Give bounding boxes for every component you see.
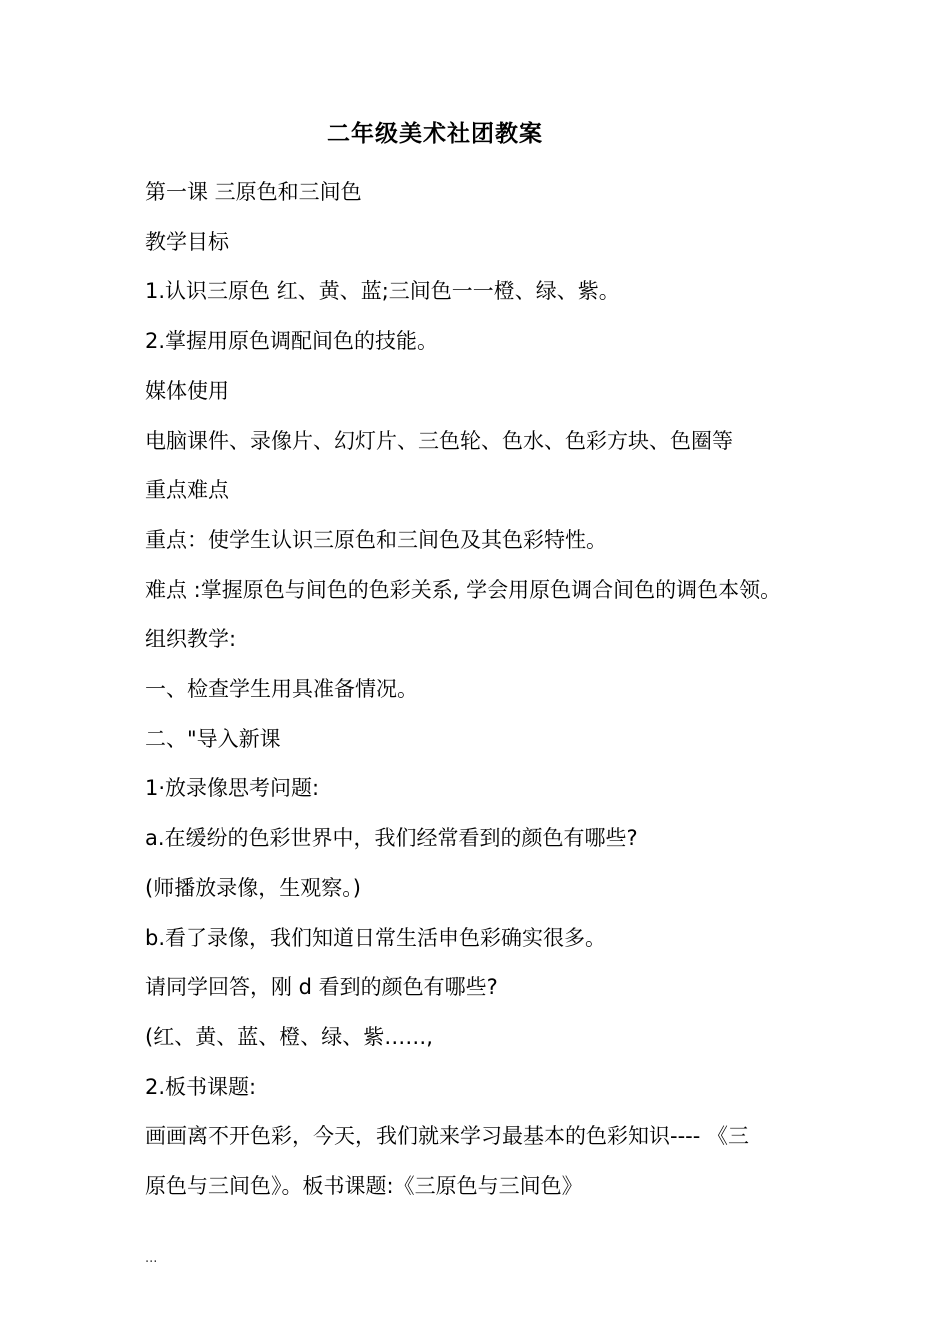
paragraph-intro-line-2: 原色与三间色》。板书课题:《三原色与三间色》 [145, 1174, 583, 1199]
step-2-introduce-lesson: 二、"导入新课 [145, 726, 281, 751]
paragraph-intro-line-1: 画画离不开色彩，今天，我们就来学习最基本的色彩知识---- 《三 [145, 1124, 749, 1149]
section-heading-organization: 组织教学: [145, 627, 237, 652]
document-title: 二年级美术社团教案 [327, 121, 543, 147]
key-point-text: 重点：使学生认识三原色和三间色及其色彩特性。 [145, 527, 607, 552]
note-teacher-plays-video: (师播放录像，生观察。) [145, 875, 361, 900]
lesson-heading: 第一课 三原色和三间色 [145, 180, 362, 204]
question-a: a.在缓纷的色彩世界中，我们经常看到的颜色有哪些? [145, 826, 638, 851]
question-b: b.看了录像，我们知道日常生活申色彩确实很多。 [145, 925, 607, 950]
footer-ellipsis: ... [145, 1251, 158, 1266]
substep-write-title: 2.板书课题: [145, 1074, 257, 1099]
section-heading-key-points: 重点难点 [145, 478, 229, 503]
substep-play-video: 1·放录像思考问题: [145, 776, 320, 801]
objective-item-2: 2.掌握用原色调配间色的技能。 [145, 329, 439, 354]
media-list: 电脑课件、录像片、幻灯片、三色轮、色水、色彩方块、色圈等 [145, 428, 733, 453]
step-1-check-supplies: 一、检查学生用具准备情况。 [145, 677, 418, 702]
objective-item-1: 1.认识三原色 红、黄、蓝;三间色一一橙、绿、紫。 [145, 279, 620, 304]
answer-colors: (红、黄、蓝、橙、绿、紫……, [145, 1024, 433, 1049]
section-heading-media: 媒体使用 [145, 378, 229, 403]
section-heading-objectives: 教学目标 [145, 229, 229, 254]
difficulty-text: 难点 :掌握原色与间色的色彩关系, 学会用原色调合间色的调色本领。 [145, 577, 782, 602]
document-body [145, 168, 825, 1212]
ask-students: 请同学回答，刚 d 看到的颜色有哪些? [145, 975, 498, 1000]
